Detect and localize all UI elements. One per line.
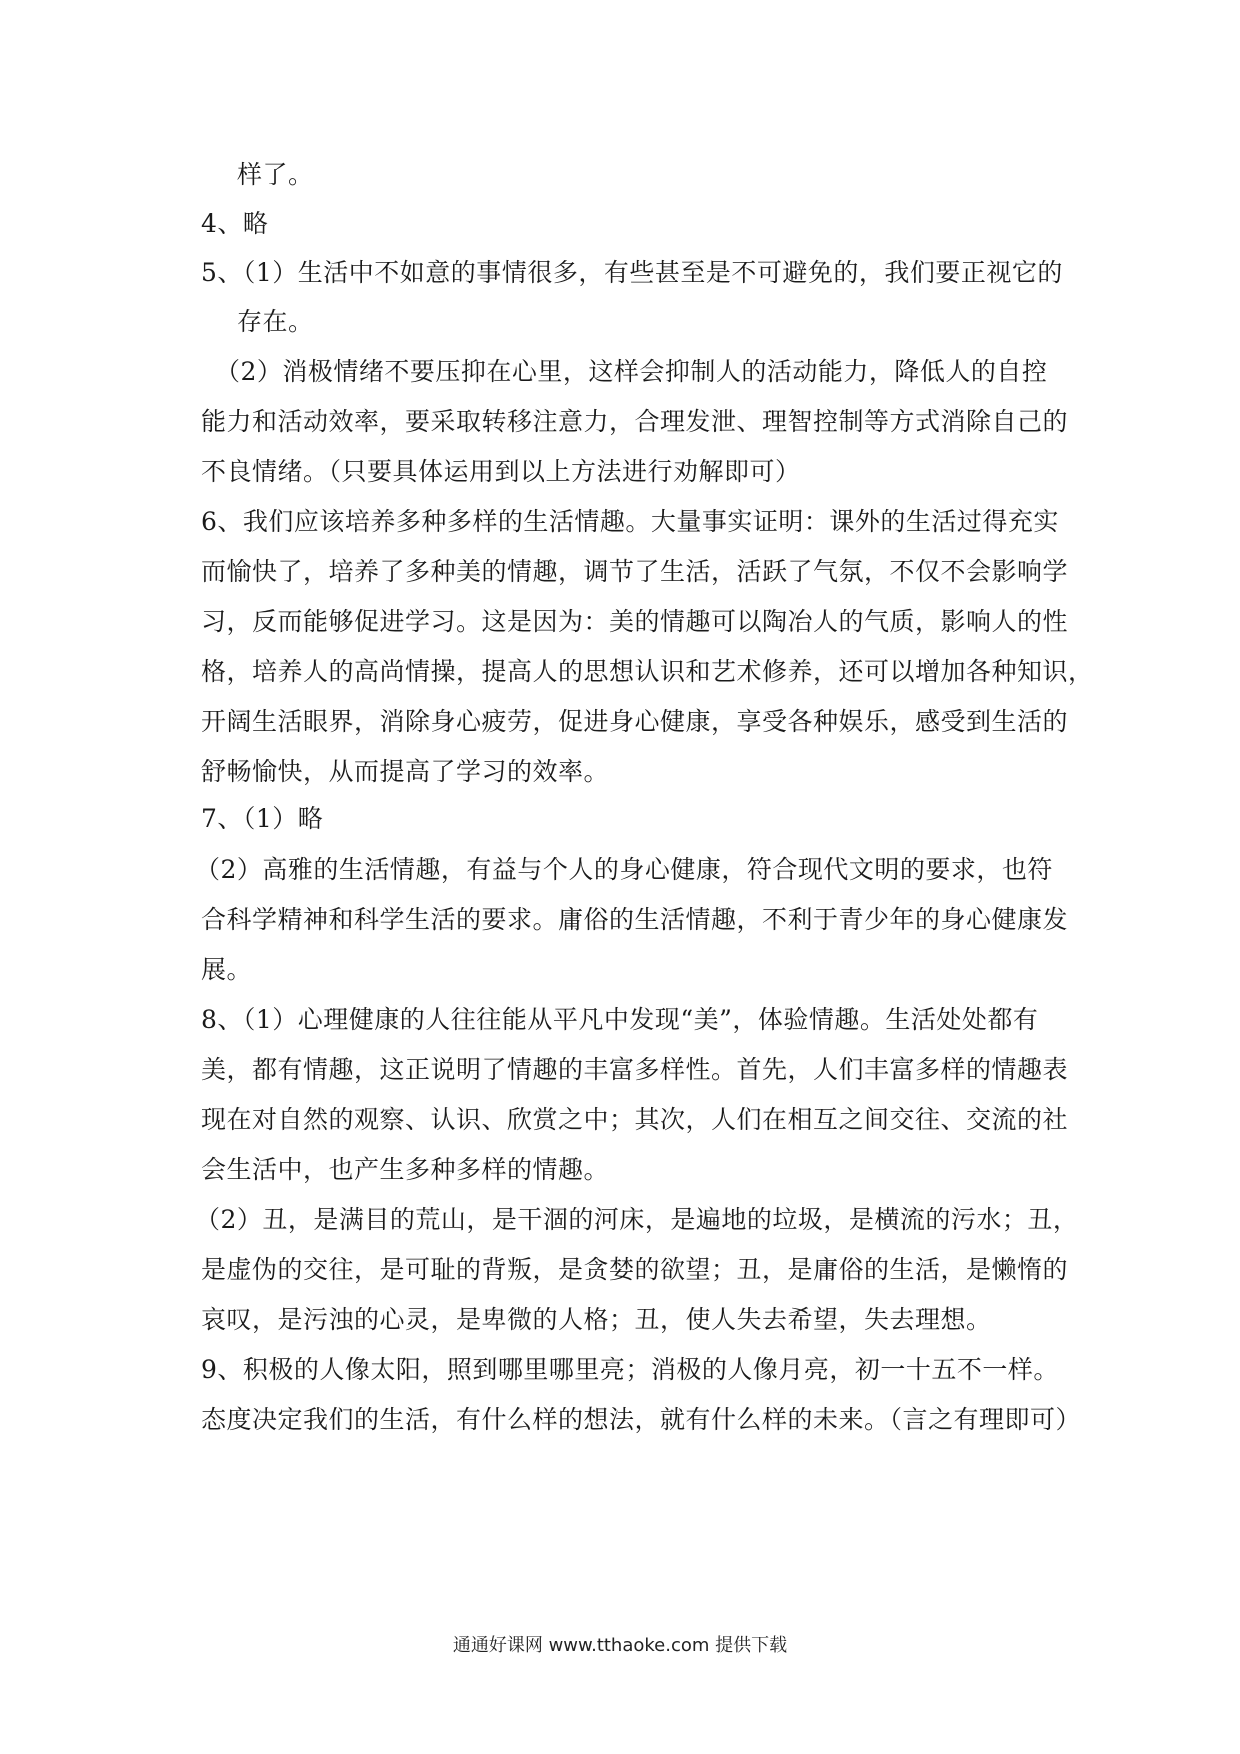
- text-line: 格，培养人的高尚情操，提高人的思想认识和艺术修养，还可以增加各种知识，: [201, 657, 1094, 686]
- text-line: 会生活中，也产生多种多样的情趣。: [201, 1155, 610, 1184]
- text-line: 态度决定我们的生活，有什么样的想法，就有什么样的未来。（言之有理即可）: [201, 1405, 1082, 1434]
- text-line: （2）高雅的生活情趣，有益与个人的身心健康，符合现代文明的要求，也符: [195, 855, 1053, 884]
- text-line: 9、积极的人像太阳，照到哪里哪里亮；消极的人像月亮，初一十五不一样。: [201, 1355, 1059, 1384]
- text-line: 现在对自然的观察、认识、欣赏之中；其次，人们在相互之间交往、交流的社: [201, 1105, 1069, 1134]
- text-line: （2）消极情绪不要压抑在心里，这样会抑制人的活动能力，降低人的自控: [215, 357, 1048, 386]
- text-line: 样了。: [237, 160, 314, 189]
- text-line: 4、略: [201, 209, 269, 238]
- text-line: 存在。: [237, 307, 314, 336]
- text-line: 开阔生活眼界，消除身心疲劳，促进身心健康，享受各种娱乐，感受到生活的: [201, 707, 1069, 736]
- text-line: 是虚伪的交往，是可耻的背叛，是贪婪的欲望；丑，是庸俗的生活，是懒惰的: [201, 1255, 1069, 1284]
- text-line: 美，都有情趣，这正说明了情趣的丰富多样性。首先，人们丰富多样的情趣表: [201, 1055, 1069, 1084]
- text-line: 8、（1）心理健康的人往往能从平凡中发现“美”，体验情趣。生活处处都有: [201, 1005, 1039, 1034]
- text-line: 合科学精神和科学生活的要求。庸俗的生活情趣，不利于青少年的身心健康发: [201, 905, 1069, 934]
- text-line: 哀叹，是污浊的心灵，是卑微的人格；丑，使人失去希望，失去理想。: [201, 1305, 992, 1334]
- text-line: 展。: [201, 955, 253, 984]
- text-line: 7、（1）略: [201, 804, 324, 833]
- text-line: 5、（1）生活中不如意的事情很多，有些甚至是不可避免的，我们要正视它的: [201, 258, 1063, 287]
- text-line: 习，反而能够促进学习。这是因为：美的情趣可以陶冶人的气质，影响人的性: [201, 607, 1069, 636]
- text-line: 6、我们应该培养多种多样的生活情趣。大量事实证明：课外的生活过得充实: [201, 507, 1059, 536]
- text-line: （2）丑，是满目的荒山，是干涸的河床，是遍地的垃圾，是横流的污水；丑，: [195, 1205, 1079, 1234]
- page-footer: 通通好课网 www.tthaoke.com 提供下载: [452, 1635, 788, 1656]
- text-line: 舒畅愉快，从而提高了学习的效率。: [201, 757, 610, 786]
- text-line: 而愉快了，培养了多种美的情趣，调节了生活，活跃了气氛，不仅不会影响学: [201, 557, 1069, 586]
- text-line: 不良情绪。（只要具体运用到以上方法进行劝解即可）: [201, 457, 801, 486]
- text-line: 能力和活动效率，要采取转移注意力，合理发泄、理智控制等方式消除自己的: [201, 407, 1069, 436]
